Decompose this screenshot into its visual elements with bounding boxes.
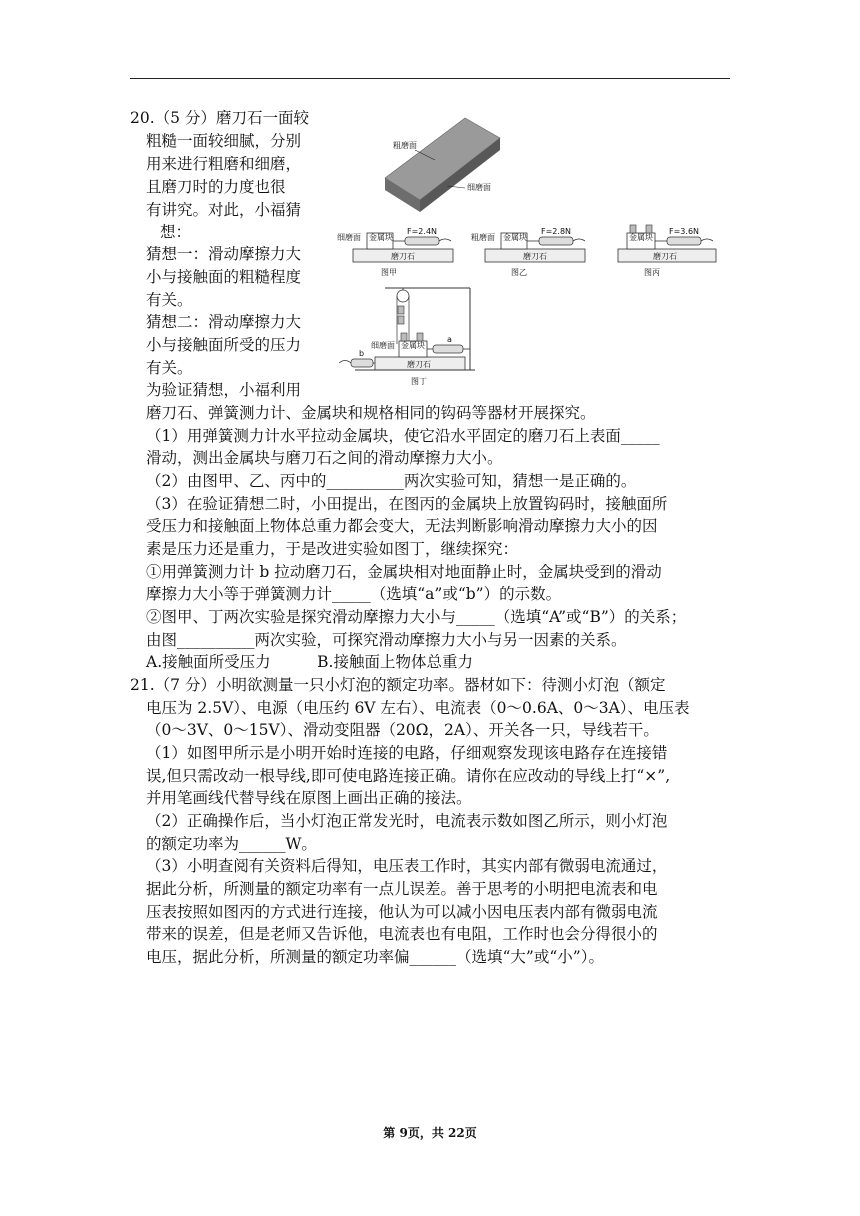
q20-line: 粗糙一面较细腻，分别 [146,132,302,150]
bing-caption: 图丙 [644,268,660,277]
q20-line: 小与接触面的粗糙程度 [146,268,302,286]
q21-line: 的额定功率为______W。 [146,835,317,853]
q20-line: 由图__________两次实验，可探究滑动摩擦力大小与另一因素的关系。 [146,631,627,649]
q20-line: 用来进行粗磨和细磨， [146,155,302,173]
q20-line: （2）由图甲、乙、丙中的__________两次实验可知，猜想一是正确的。 [146,472,637,490]
q21-line: （3）小明查阅有关资料后得知，电压表工作时，其实内部有微弱电流通过， [146,857,668,875]
q21-line: 并用笔画线代替导线在原图上画出正确的接法。 [146,789,472,807]
q20-line: 为验证猜想，小福利用 [146,381,302,399]
q20-line: 猜想二：滑动摩擦力大 [146,313,302,331]
q20-line: 磨刀石、弹簧测力计、金属块和规格相同的钩码等器材开展探究。 [146,404,596,422]
whetstone-illustration [385,118,500,212]
q20-line: 有关。 [146,291,193,309]
q20-line: ①用弹簧测力计 b 拉动磨刀石，金属块相对地面静止时，金属块受到的滑动 [146,563,662,581]
q20-line: 且磨刀时的力度也很 [146,178,286,196]
stone-top-label: 粗磨面 [393,141,417,150]
jia-force-label: F=2.4N [407,227,438,236]
q20-line: 小与接触面所受的压力 [146,336,302,354]
q20-line: （1）用弹簧测力计水平拉动金属块，使它沿水平固定的磨刀石上表面_____ [146,427,660,445]
q21-line: （0～3V、0～15V）、滑动变阻器（20Ω，2A）、开关各一只，导线若干。 [146,721,659,739]
q20-line: 猜想一：滑动摩擦力大 [146,245,302,263]
ding-surface-label: 细磨面 [371,341,395,350]
yi-force-label: F=2.8N [541,227,572,236]
yi-surface-label: 粗磨面 [471,233,495,242]
q20-line: 摩擦力大小等于弹簧测力计_____（选填“a”或“b”）的示数。 [146,585,562,603]
q20-line: （3）在验证猜想二时，小田提出，在图丙的金属块上放置钩码时，接触面所 [146,495,668,513]
q21-line: 电压为 2.5V）、电源（电压约 6V 左右）、电流表（0～0.6A、0～3A）、电压表 [146,699,690,717]
q20-line: 受压力和接触面上物体总重力都会变大，无法判断影响滑动摩擦力大小的因 [146,517,658,535]
q21-line: 误,但只需改动一根导线,即可使电路连接正确。请你在应改动的导线上打“×”, [146,767,671,785]
yi-stone-label: 磨刀石 [523,252,547,261]
q21-line: 21.（7 分）小明欲测量一只小灯泡的额定功率。器材如下：待测小灯泡（额定 [130,676,666,694]
yi-block-label: 金属块 [503,233,527,242]
figure-ding [339,288,475,386]
bing-stone-label: 磨刀石 [653,252,677,261]
bing-block-label: 金属块 [629,233,653,242]
ding-meter-a-label: a [447,335,452,344]
jia-stone-label: 磨刀石 [391,252,415,261]
experiment-figure [335,108,730,390]
bing-force-label: F=3.6N [669,227,700,236]
q20-line: 有讲究。对此，小福猜 [146,201,302,219]
q20-line: A.接触面所受压力 B.接触面上物体总重力 [146,653,473,671]
header-rule [130,78,730,79]
q21-line: 带来的误差，但是老师又告诉他，电流表也有电阻，工作时也会分得很小的 [146,925,658,943]
q20-line: 素是压力还是重力，于是改进实验如图丁，继续探究： [146,540,519,558]
ding-stone-label: 磨刀石 [407,360,431,369]
q21-line: （2）正确操作后，当小灯泡正常发光时，电流表示数如图乙所示，则小灯泡 [146,812,668,830]
q21-line: （1）如图甲所示是小明开始时连接的电路，仔细观察发现该电路存在连接错 [146,744,668,762]
ding-block-label: 金属块 [401,341,425,350]
q20-line: 滑动，测出金属块与磨刀石之间的滑动摩擦力大小。 [146,449,503,467]
q21-line: 压表按照如图丙的方式进行连接，他认为可以减小因电压表内部有微弱电流 [146,903,658,921]
figure-jia [337,227,453,277]
q20-line: 有关。 [146,359,193,377]
ding-meter-b-label: b [359,349,365,358]
jia-caption: 图甲 [381,268,397,277]
figure-bing [618,225,716,277]
q20-line: 20.（5 分）磨刀石一面较 [130,109,309,127]
stone-side-label: 细磨面 [467,183,491,192]
q20-line: 想： [160,223,192,241]
q21-line: 据此分析，所测量的额定功率有一点儿误差。善于思考的小明把电流表和电 [146,880,658,898]
yi-caption: 图乙 [511,268,527,277]
ding-caption: 图丁 [411,377,427,386]
page-footer: 第 9页，共 22页 [383,1126,477,1140]
q21-line: 电压，据此分析，所测量的额定功率偏______（选填“大”或“小”）。 [146,948,604,966]
q20-line: ②图甲、丁两次实验是探究滑动摩擦力大小与_____（选填“A”或“B”）的关系； [146,608,687,626]
jia-surface-label: 细磨面 [337,233,361,242]
figure-yi [471,227,585,277]
jia-block-label: 金属块 [369,233,393,242]
